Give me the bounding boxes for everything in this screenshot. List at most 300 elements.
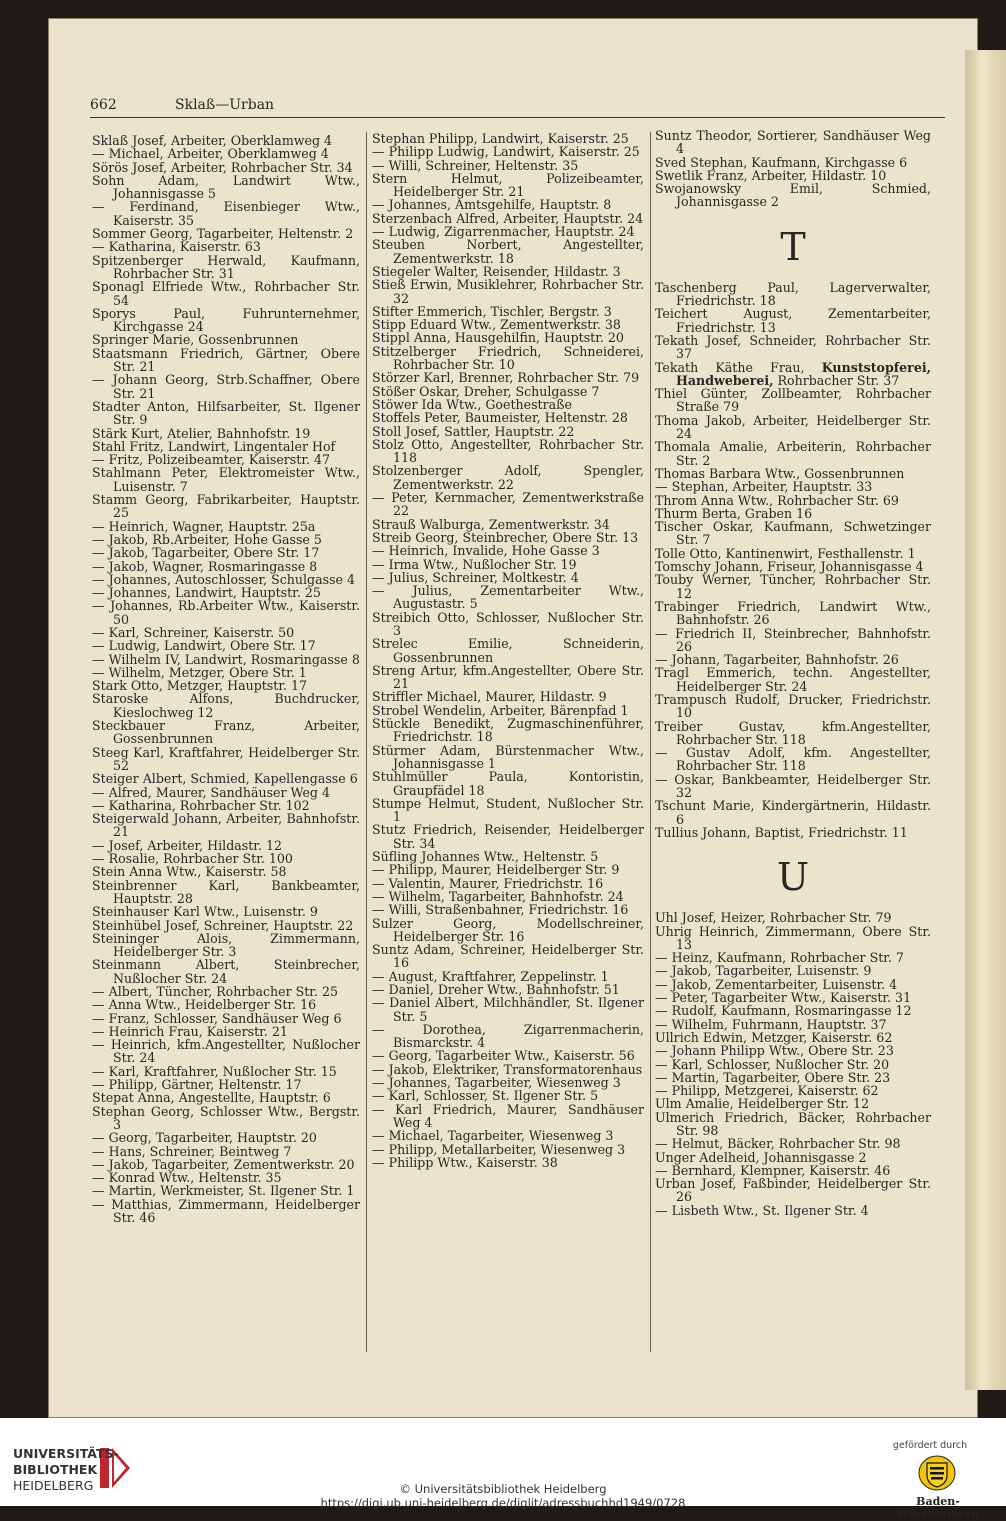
directory-entry [372,132,644,145]
directory-entry [92,879,360,906]
directory-entry [655,1084,931,1097]
directory-entry [655,1044,931,1057]
entry-text: — Heinrich Frau, Kaiserstr. 21 [92,1023,288,1039]
directory-entry [92,839,360,852]
entry-text: Tekath Käthe Frau, [655,359,805,375]
directory-entry [655,1004,931,1017]
entry-text: Tomschy Johann, Friseur, Johannisgasse 4 [655,559,924,575]
entry-text: — Ludwig, Landwirt, Obere Str. 17 [92,638,316,654]
directory-entry [372,159,644,172]
entry-text: Suntz Theodor, Sortierer, Sandhäuser Weg 4 [655,128,931,157]
entry-text: — Katharina, Rohrbacher Str. 102 [92,797,310,813]
entry-text: — Philipp, Gärtner, Heltenstr. 17 [92,1077,302,1093]
directory-entry [92,599,360,626]
directory-entry [655,573,931,600]
entry-text: Sved Stephan, Kaufmann, Kirchgasse 6 [655,154,908,170]
directory-entry [655,494,931,507]
directory-entry [372,584,644,611]
directory-entry [92,666,360,679]
directory-entry [92,1012,360,1025]
page-edge [965,50,1006,1390]
directory-entry [655,520,931,547]
directory-entry [92,373,360,400]
directory-entry [92,1105,360,1132]
entry-text: Stieß Erwin, Musiklehrer, Rohrbacher Str. 32 [372,277,644,306]
entry-text: — Julius, Zementarbeiter Wtw., Augustastr. 5 [372,583,644,612]
entry-text: Touby Werner, Tüncher, Rohrbacher Str. 12 [655,572,931,601]
directory-entry [655,334,931,361]
entry-text: — Johannes, Autoschlosser, Schulgasse 4 [92,571,355,587]
directory-entry [372,890,644,903]
directory-entry [655,746,931,773]
permalink[interactable]: https://digi.ub.uni-heidelberg.de/diglit/adressbuchhd1949/0728 [320,1496,686,1510]
directory-entry [92,985,360,998]
entry-text: — Stephan, Arbeiter, Hauptstr. 33 [655,479,873,495]
entry-text: — Gustav Adolf, kfm. Angestellter, Rohrbacher Str. 118 [655,745,931,774]
directory-entry [655,693,931,720]
directory-entry [92,786,360,799]
directory-entry [92,799,360,812]
entry-text: Sörös Josef, Arbeiter, Rohrbacher Str. 34 [92,159,353,175]
entry-text: — Martin, Werkmeister, St. Ilgener Str. 1 [92,1183,355,1199]
entry-text: — Ferdinand, Eisenbieger Wtw., Kaiserstr. 35 [92,199,360,228]
directory-entry [92,719,360,746]
entry-bold-text: Kunststopferei, Handweberei, [676,359,931,388]
entry-text: Swetlik Franz, Arbeiter, Hildastr. 10 [655,167,887,183]
directory-entry [372,717,644,744]
directory-entry [92,533,360,546]
entry-text: Steuben Norbert, Angestellter, Zementwerkstr. 18 [372,237,644,266]
entry-text: Uhrig Heinrich, Zimmermann, Obere Str. 13 [655,923,931,952]
entry-text: Stolzenberger Adolf, Spengler, Zementwerkstr. 22 [372,463,644,492]
entry-text: Unger Adelheid, Johannisgasse 2 [655,1149,867,1165]
directory-entry [92,1131,360,1144]
running-header [90,95,945,118]
entry-text: Steinmann Albert, Steinbrecher, Nußlocher Str. 24 [92,957,360,986]
directory-entry [655,440,931,467]
entry-text: Staroske Alfons, Buchdrucker, Kieslochweg 12 [92,691,360,720]
entry-text: Stuhlmüller Paula, Kontoristin, Graupfädel 18 [372,769,644,798]
directory-entry [372,983,644,996]
entry-text: — Franz, Schlosser, Sandhäuser Weg 6 [92,1010,342,1026]
entry-text: — Johann Philipp Wtw., Obere Str. 23 [655,1043,894,1059]
directory-entry [372,172,644,199]
entry-text: Stahl Fritz, Landwirt, Lingentaler Hof [92,438,336,454]
directory-entry [372,850,644,863]
directory-entry [372,438,644,465]
directory-entry [372,145,644,158]
entry-text: Ulm Amalie, Heidelberger Str. 12 [655,1096,870,1112]
entry-text: — Dorothea, Zigarrenmacherin, Bismarckstr. 4 [372,1021,644,1051]
entry-text: — Heinz, Kaufmann, Rohrbacher Str. 7 [655,950,904,966]
entry-text: Suntz Adam, Schreiner, Heidelberger Str. 16 [372,942,644,971]
entry-text: — Daniel Albert, Milchhändler, St. Ilgener Str. 5 [372,995,644,1024]
entry-text: — Wilhelm, Fuhrmann, Hauptstr. 37 [655,1016,887,1032]
entry-text: — Jakob, Tagarbeiter, Zementwerkstr. 20 [92,1156,355,1172]
directory-entry [92,1198,360,1225]
directory-entry [372,664,644,691]
column-rule [366,132,367,1352]
entry-text: Steiger Albert, Schmied, Kapellengasse 6 [92,771,358,787]
directory-entry [92,653,360,666]
directory-entry [655,1204,931,1217]
entry-text: Steinhauser Karl Wtw., Luisenstr. 9 [92,904,318,920]
entry-text: — Albert, Tüncher, Rohrbacher Str. 25 [92,984,338,999]
directory-entry [372,1063,644,1076]
directory-entry [92,692,360,719]
entry-text: Stöwer Ida Wtw., Goethestraße [372,396,573,412]
directory-entry [655,182,931,209]
entry-text: Tragl Emmerich, techn. Angestellter, Heidelberger Str. 24 [655,665,931,694]
entry-text: Sterzenbach Alfred, Arbeiter, Hauptstr. 24 [372,210,644,226]
directory-entry [655,826,931,839]
entry-text: Streibich Otto, Schlosser, Nußlocher Str. 3 [372,609,644,638]
entry-text: — Philipp, Metzgerei, Kaiserstr. 62 [655,1083,879,1099]
entry-text: — Jakob, Zementarbeiter, Luisenstr. 4 [655,976,898,992]
directory-entry [655,560,931,573]
directory-entry [655,911,931,924]
entry-text: — Jakob, Tagarbeiter, Luisenstr. 9 [655,963,872,979]
directory-entry [92,1158,360,1171]
entry-text: Thomas Barbara Wtw., Gossenbrunnen [655,465,905,481]
directory-entry [655,951,931,964]
entry-text: — Daniel, Dreher Wtw., Bahnhofstr. 51 [372,982,620,997]
directory-entry [372,1076,644,1089]
directory-entry [92,347,360,374]
entry-text: Urban Josef, Faßbinder, Heidelberger Str. 26 [655,1176,931,1205]
entry-text: — Georg, Tagarbeiter Wtw., Kaiserstr. 56 [372,1048,635,1064]
directory-entry [92,1078,360,1091]
directory-entry [92,520,360,533]
directory-column-2 [372,132,644,1169]
entry-text: Stiegeler Walter, Reisender, Hildastr. 3 [372,263,621,279]
entry-text: Rohrbacher Str. 37 [777,372,900,388]
directory-entry [92,400,360,427]
directory-entry [655,1018,931,1031]
entry-text: Stückle Benedikt, Zugmaschinenführer, Friedrichstr. 18 [372,716,644,745]
directory-entry [92,1184,360,1197]
directory-entry [372,1156,644,1169]
entry-text: — Wilhelm, Tagarbeiter, Bahnhofstr. 24 [372,888,624,904]
directory-entry [92,227,360,240]
directory-entry [372,877,644,890]
entry-text: — Fritz, Polizeibeamter, Kaiserstr. 47 [92,452,330,468]
entry-text: — Helmut, Bäcker, Rohrbacher Str. 98 [655,1136,901,1152]
directory-entry [92,254,360,281]
directory-entry [655,1097,931,1110]
entry-text: Streng Artur, kfm.Angestellter, Obere Str. 21 [372,662,644,692]
entry-text: Stumpe Helmut, Student, Nußlocher Str. 1 [372,795,644,825]
directory-entry [372,917,644,944]
entry-text: Strelec Emilie, Schneiderin, Gossenbrunnen [372,636,644,665]
entry-text: Thiel Günter, Zollbeamter, Rohrbacher Straße 79 [655,386,931,415]
directory-entry [372,425,644,438]
directory-entry [372,238,644,265]
directory-entry [372,198,644,211]
entry-text: — Willi, Schreiner, Heltenstr. 35 [372,157,579,173]
directory-entry [372,318,644,331]
directory-entry [655,1151,931,1164]
directory-entry [655,169,931,182]
entry-text: Throm Anna Wtw., Rohrbacher Str. 69 [655,492,899,508]
directory-entry [372,704,644,717]
entry-text: Sulzer Georg, Modellschreiner, Heidelberger Str. 16 [372,915,644,944]
directory-entry [372,970,644,983]
entry-text: Stephan Georg, Schlosser Wtw., Bergstr. 3 [92,1103,360,1132]
directory-entry [92,746,360,773]
directory-entry [372,943,644,970]
viewer-footer [0,1418,1006,1521]
directory-column-3 [655,129,931,1217]
entry-text: — Josef, Arbeiter, Hildastr. 12 [92,837,282,853]
entry-text: — Philipp Ludwig, Landwirt, Kaiserstr. 25 [372,144,640,160]
entry-text: Swojanowsky Emil, Schmied, Johannisgasse 2 [655,181,931,210]
directory-entry [372,1143,644,1156]
directory-entry [655,414,931,441]
directory-entry [655,467,931,480]
directory-entry [92,998,360,1011]
directory-entry [92,1065,360,1078]
entry-text: Steinhübel Josef, Schreiner, Hauptstr. 22 [92,917,354,933]
entry-text: — Jakob, Elektriker, Transformatorenhaus [372,1061,643,1077]
directory-entry [655,720,931,747]
entry-text: Steckbauer Franz, Arbeiter, Gossenbrunnen [92,718,360,747]
directory-entry [372,690,644,703]
directory-entry [372,903,644,916]
directory-entry [92,639,360,652]
entry-text: Teichert August, Zementarbeiter, Friedrichstr. 13 [655,306,931,335]
directory-entry [655,799,931,826]
directory-entry [655,1071,931,1084]
entry-text: — Jakob, Wagner, Rosmaringasse 8 [92,558,318,574]
entry-text: Sklaß Josef, Arbeiter, Oberklamweg 4 [92,133,333,148]
directory-entry [372,531,644,544]
entry-text: Thomala Amalie, Arbeiterin, Rohrbacher Str. 2 [655,439,931,468]
entry-text: Steinbrenner Karl, Bankbeamter, Hauptstr. 28 [92,877,360,906]
entry-text: Stipp Eduard Wtw., Zementwerkstr. 38 [372,317,621,333]
entry-text: Sommer Georg, Tagarbeiter, Heltenstr. 2 [92,226,354,242]
entry-text: Thurm Berta, Graben 16 [655,505,813,521]
entry-text: — Johannes, Tagarbeiter, Wiesenweg 3 [372,1075,621,1091]
entry-text: Stephan Philipp, Landwirt, Kaiserstr. 25 [372,131,629,146]
page-title: Sklaß—Urban [175,97,275,113]
directory-entry [92,333,360,346]
directory-entry [655,480,931,493]
entry-text: Treiber Gustav, kfm.Angestellter, Rohrbacher Str. 118 [655,718,931,747]
sponsor-label: gefördert durch [892,1440,968,1451]
directory-entry [92,427,360,440]
directory-entry [372,345,644,372]
directory-entry [92,852,360,865]
directory-entry [655,307,931,334]
directory-entry [655,547,931,560]
directory-entry [372,331,644,344]
entry-text: — Johannes, Amtsgehilfe, Hauptstr. 8 [372,197,612,213]
directory-entry [92,1038,360,1065]
directory-entry [372,225,644,238]
entry-text: Spitzenberger Herwald, Kaufmann, Rohrbacher Str. 31 [92,252,360,281]
directory-entry [372,411,644,424]
directory-entry [655,666,931,693]
entry-text: — Martin, Tagarbeiter, Obere Str. 23 [655,1069,891,1085]
entry-text: — Philipp Wtw., Kaiserstr. 38 [372,1154,558,1170]
entry-text: Tolle Otto, Kantinenwirt, Festhallenstr. 1 [655,545,916,561]
directory-entry [92,772,360,785]
entry-text: Stark Otto, Metzger, Hauptstr. 17 [92,678,308,694]
entry-text: Tschunt Marie, Kindergärtnerin, Hildastr. 6 [655,798,931,827]
entry-text: Springer Marie, Gossenbrunnen [92,332,299,348]
entry-text: — Heinrich, Wagner, Hauptstr. 25a [92,518,316,534]
directory-entry [92,812,360,839]
entry-text: — Johannes, Rb.Arbeiter Wtw., Kaiserstr. 50 [92,598,360,627]
directory-entry [372,611,644,638]
entry-text: — Anna Wtw., Heidelberger Str. 16 [92,997,317,1013]
directory-entry [92,174,360,201]
library-name-line3: HEIDELBERG [13,1478,94,1493]
entry-text: Tischer Oskar, Kaufmann, Schwetzinger Str. 7 [655,519,931,548]
entry-text: Süfling Johannes Wtw., Heltenstr. 5 [372,849,599,865]
directory-entry [372,1089,644,1102]
entry-text: Steigerwald Johann, Arbeiter, Bahnhofstr. 21 [92,811,360,840]
directory-entry [92,134,360,147]
directory-entry [92,200,360,227]
directory-entry [372,1023,644,1050]
directory-entry [372,571,644,584]
sponsor-name: Baden-Württemberg [896,1495,980,1521]
directory-entry [372,265,644,278]
directory-entry [372,305,644,318]
directory-entry [372,558,644,571]
entry-text: — Katharina, Kaiserstr. 63 [92,239,261,255]
entry-text: — August, Kraftfahrer, Zeppelinstr. 1 [372,968,609,984]
directory-column-1 [92,134,360,1224]
entry-text: — Wilhelm, Metzger, Obere Str. 1 [92,664,307,680]
entry-text: — Jakob, Rb.Arbeiter, Hohe Gasse 5 [92,531,322,547]
directory-entry [372,797,644,824]
entry-text: — Bernhard, Klempner, Kaiserstr. 46 [655,1162,891,1178]
entry-text: Tullius Johann, Baptist, Friedrichstr. 11 [655,824,908,840]
entry-text: — Oskar, Bankbeamter, Heidelberger Str. 32 [655,771,931,801]
bw-coat-of-arms-icon [918,1454,956,1492]
entry-text: Striffler Michael, Maurer, Hildastr. 9 [372,689,607,705]
entry-text: Stein Anna Wtw., Kaiserstr. 58 [92,864,287,880]
directory-entry [372,518,644,531]
entry-text: — Ludwig, Zigarrenmacher, Hauptstr. 24 [372,224,635,240]
directory-entry [372,464,644,491]
entry-text: — Valentin, Maurer, Friedrichstr. 16 [372,875,604,891]
entry-text: Sporys Paul, Fuhrunternehmer, Kirchgasse 24 [92,305,360,335]
directory-entry [655,507,931,520]
entry-text: — Karl, Schreiner, Kaiserstr. 50 [92,624,295,640]
entry-text: — Karl, Schlosser, Nußlocher Str. 20 [655,1056,890,1072]
directory-entry [655,281,931,308]
directory-entry [92,919,360,932]
directory-entry [92,1025,360,1038]
entry-text: — Michael, Tagarbeiter, Wiesenweg 3 [372,1128,614,1144]
entry-text: Staatsmann Friedrich, Gärtner, Obere Str. 21 [92,345,360,375]
directory-entry [655,653,931,666]
entry-text: Taschenberg Paul, Lagerverwalter, Friedrichstr. 18 [655,279,931,309]
entry-text: — Philipp, Maurer, Heidelberger Str. 9 [372,862,620,878]
entry-text: — Peter, Tagarbeiter Wtw., Kaiserstr. 31 [655,990,912,1006]
directory-entry [655,600,931,627]
entry-text: — Willi, Straßenbahner, Friedrichstr. 16 [372,902,629,918]
entry-text: — Rudolf, Kaufmann, Rosmaringasse 12 [655,1003,912,1019]
directory-entry [372,744,644,771]
directory-entry [92,493,360,520]
directory-entry [655,1137,931,1150]
section-letter: T [780,224,806,269]
directory-entry [92,147,360,160]
directory-entry [372,278,644,305]
entry-text: Streib Georg, Steinbrecher, Obere Str. 13 [372,529,639,545]
directory-entry [655,925,931,952]
entry-text: — Michael, Arbeiter, Oberklamweg 4 [92,146,329,162]
entry-text: Stippl Anna, Hausgehilfin, Hauptstr. 20 [372,330,624,346]
directory-entry [655,964,931,977]
entry-text: Trampusch Rudolf, Drucker, Friedrichstr. 10 [655,691,931,721]
directory-entry [655,773,931,800]
directory-entry [655,627,931,654]
directory-entry [372,1103,644,1130]
column-rule [650,132,651,1352]
entry-text: Trabinger Friedrich, Landwirt Wtw., Bahnhofstr. 26 [655,598,931,628]
entry-text: Ulmerich Friedrich, Bäcker, Rohrbacher Str. 98 [655,1109,931,1138]
entry-text: — Wilhelm IV, Landwirt, Rosmaringasse 8 [92,651,360,667]
directory-entry [92,307,360,334]
directory-entry [92,560,360,573]
entry-text: Steininger Alois, Zimmermann, Heidelberger Str. 3 [92,930,360,960]
directory-entry [372,1129,644,1142]
entry-text: — Karl, Schlosser, St. Ilgener Str. 5 [372,1088,599,1104]
directory-entry [92,453,360,466]
entry-text: Ullrich Edwin, Metzger, Kaiserstr. 62 [655,1029,893,1045]
directory-entry [372,385,644,398]
entry-text: — Lisbeth Wtw., St. Ilgener Str. 4 [655,1202,869,1218]
directory-entry [372,996,644,1023]
directory-entry [655,978,931,991]
directory-entry [92,905,360,918]
entry-text: — Johannes, Landwirt, Hauptstr. 25 [92,585,321,601]
directory-entry [372,1049,644,1062]
entry-text: Stamm Georg, Fabrikarbeiter, Hauptstr. 25 [92,492,360,521]
directory-entry [655,1058,931,1071]
directory-entry [92,466,360,493]
directory-entry [372,212,644,225]
entry-text: Stolz Otto, Angestellter, Rohrbacher Str. 118 [372,436,644,466]
directory-entry [655,1031,931,1044]
page-number: 662 [90,97,117,113]
library-name-line2: BIBLIOTHEK [13,1462,98,1477]
entry-text: Tekath Josef, Schneider, Rohrbacher Str. 37 [655,332,931,362]
directory-entry [92,865,360,878]
directory-entry [92,679,360,692]
entry-text: Uhl Josef, Heizer, Rohrbacher Str. 79 [655,910,892,926]
entry-text: — Hans, Schreiner, Beintweg 7 [92,1143,292,1159]
directory-entry [655,129,931,156]
directory-entry [92,440,360,453]
entry-text: — Georg, Tagarbeiter, Hauptstr. 20 [92,1130,317,1146]
entry-text: Stahlmann Peter, Elektromeister Wtw., Luisenstr. 7 [92,465,360,494]
directory-entry [92,573,360,586]
directory-entry [655,156,931,169]
entry-text: Sohn Adam, Landwirt Wtw., Johannisgasse 5 [92,172,360,202]
directory-entry [655,1111,931,1138]
entry-text: Stoffels Peter, Baumeister, Heltenstr. 28 [372,410,628,426]
entry-text: Strauß Walburga, Zementwerkstr. 34 [372,516,610,532]
directory-entry [655,361,931,388]
directory-entry [372,371,644,384]
